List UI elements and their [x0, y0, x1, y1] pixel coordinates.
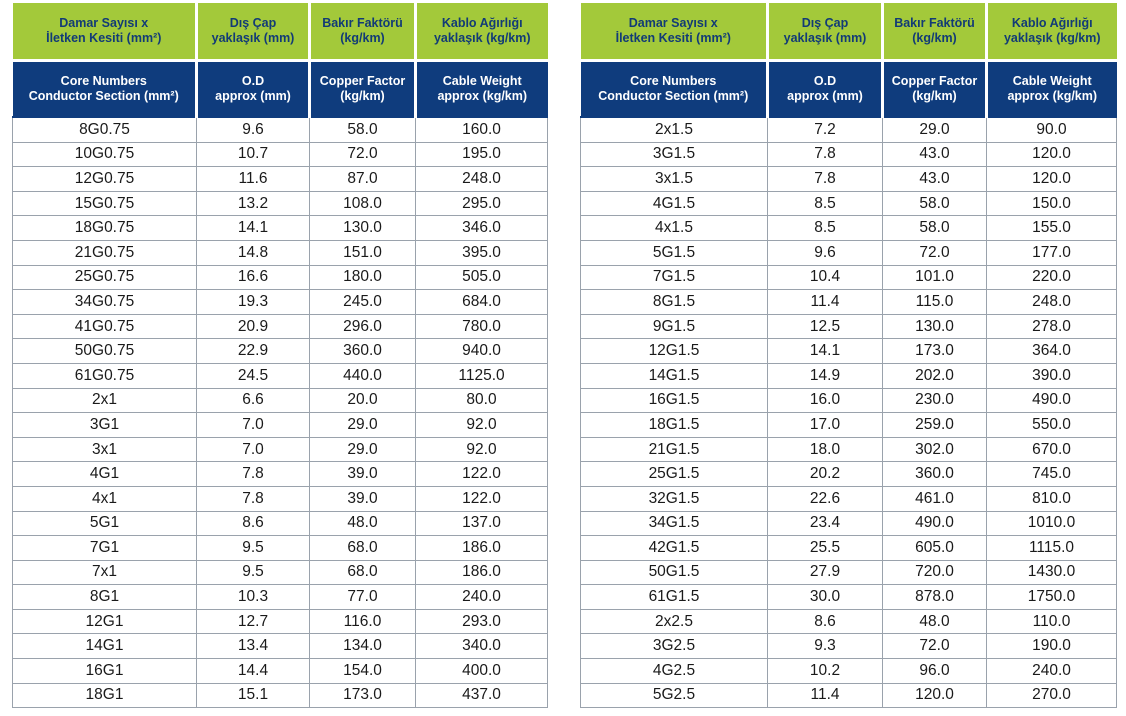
- cable-table-right: [580, 3, 1117, 708]
- cell-copper-factor: 58.0: [883, 216, 987, 241]
- cell-cable-weight: 1125.0: [416, 363, 548, 388]
- table-row: [581, 462, 1117, 487]
- cell-core-section: 15G0.75: [13, 191, 197, 216]
- cell-outer-diameter: 7.8: [197, 486, 310, 511]
- table-row: [13, 142, 548, 167]
- cell-outer-diameter: 7.8: [768, 142, 883, 167]
- cell-core-section: 42G1.5: [581, 536, 768, 561]
- cell-copper-factor: 77.0: [310, 585, 416, 610]
- cell-core-section: 18G0.75: [13, 216, 197, 241]
- cell-copper-factor: 173.0: [883, 339, 987, 364]
- cell-copper-factor: 48.0: [883, 609, 987, 634]
- table-row: [13, 683, 548, 708]
- cell-outer-diameter: 13.2: [197, 191, 310, 216]
- table-row: [13, 659, 548, 684]
- cell-outer-diameter: 9.6: [197, 117, 310, 142]
- header-en-copper: Copper Factor (kg/km): [883, 61, 987, 118]
- table-row: [581, 117, 1117, 142]
- cell-cable-weight: 395.0: [416, 240, 548, 265]
- cell-outer-diameter: 16.0: [768, 388, 883, 413]
- cell-outer-diameter: 14.8: [197, 240, 310, 265]
- cell-outer-diameter: 10.7: [197, 142, 310, 167]
- cell-core-section: 18G1.5: [581, 413, 768, 438]
- cell-cable-weight: 670.0: [987, 437, 1117, 462]
- cell-core-section: 61G0.75: [13, 363, 197, 388]
- cell-outer-diameter: 8.5: [768, 216, 883, 241]
- table-row: [581, 142, 1117, 167]
- table-row: [13, 314, 548, 339]
- cell-cable-weight: 270.0: [987, 683, 1117, 708]
- cell-copper-factor: 130.0: [310, 216, 416, 241]
- cell-cable-weight: 110.0: [987, 609, 1117, 634]
- cell-cable-weight: 248.0: [416, 167, 548, 192]
- cell-outer-diameter: 30.0: [768, 585, 883, 610]
- cell-copper-factor: 39.0: [310, 486, 416, 511]
- cell-copper-factor: 39.0: [310, 462, 416, 487]
- table-row: [13, 511, 548, 536]
- table-row: [13, 437, 548, 462]
- table-row: [581, 536, 1117, 561]
- cell-outer-diameter: 23.4: [768, 511, 883, 536]
- cell-outer-diameter: 24.5: [197, 363, 310, 388]
- cell-core-section: 50G0.75: [13, 339, 197, 364]
- cell-cable-weight: 295.0: [416, 191, 548, 216]
- table-row: [581, 339, 1117, 364]
- cell-cable-weight: 120.0: [987, 167, 1117, 192]
- cell-outer-diameter: 12.7: [197, 609, 310, 634]
- table-row: [13, 585, 548, 610]
- header-en-core: Core Numbers Conductor Section (mm²): [581, 61, 768, 118]
- header-en-core: Core Numbers Conductor Section (mm²): [13, 61, 197, 118]
- cell-outer-diameter: 10.4: [768, 265, 883, 290]
- table-row: [13, 486, 548, 511]
- header-row-english: [581, 61, 1117, 118]
- cell-outer-diameter: 9.3: [768, 634, 883, 659]
- cell-copper-factor: 48.0: [310, 511, 416, 536]
- cell-cable-weight: 940.0: [416, 339, 548, 364]
- cell-core-section: 5G1.5: [581, 240, 768, 265]
- cell-core-section: 34G0.75: [13, 290, 197, 315]
- cell-copper-factor: 115.0: [883, 290, 987, 315]
- table-row: [581, 388, 1117, 413]
- cell-copper-factor: 296.0: [310, 314, 416, 339]
- cell-core-section: 3x1.5: [581, 167, 768, 192]
- cell-core-section: 21G1.5: [581, 437, 768, 462]
- cell-core-section: 7x1: [13, 560, 197, 585]
- cell-cable-weight: 240.0: [987, 659, 1117, 684]
- cell-outer-diameter: 7.0: [197, 437, 310, 462]
- cell-outer-diameter: 22.9: [197, 339, 310, 364]
- cell-core-section: 50G1.5: [581, 560, 768, 585]
- cell-copper-factor: 130.0: [883, 314, 987, 339]
- cell-core-section: 12G1: [13, 609, 197, 634]
- cell-cable-weight: 150.0: [987, 191, 1117, 216]
- cell-core-section: 4G2.5: [581, 659, 768, 684]
- cell-cable-weight: 400.0: [416, 659, 548, 684]
- cell-copper-factor: 87.0: [310, 167, 416, 192]
- cell-outer-diameter: 10.2: [768, 659, 883, 684]
- header-row-english: [13, 61, 548, 118]
- cell-cable-weight: 190.0: [987, 634, 1117, 659]
- cell-outer-diameter: 20.2: [768, 462, 883, 487]
- cell-copper-factor: 43.0: [883, 167, 987, 192]
- cell-copper-factor: 490.0: [883, 511, 987, 536]
- cell-outer-diameter: 8.6: [197, 511, 310, 536]
- cell-cable-weight: 390.0: [987, 363, 1117, 388]
- cell-core-section: 7G1: [13, 536, 197, 561]
- cell-core-section: 12G0.75: [13, 167, 197, 192]
- cell-copper-factor: 108.0: [310, 191, 416, 216]
- cell-outer-diameter: 19.3: [197, 290, 310, 315]
- cell-cable-weight: 160.0: [416, 117, 548, 142]
- cell-outer-diameter: 9.6: [768, 240, 883, 265]
- cell-outer-diameter: 22.6: [768, 486, 883, 511]
- cable-table-left: [12, 3, 548, 708]
- cell-copper-factor: 43.0: [883, 142, 987, 167]
- table-row: [581, 511, 1117, 536]
- cell-outer-diameter: 14.4: [197, 659, 310, 684]
- cell-copper-factor: 68.0: [310, 536, 416, 561]
- cell-cable-weight: 346.0: [416, 216, 548, 241]
- cell-core-section: 14G1.5: [581, 363, 768, 388]
- header-row-turkish: [581, 3, 1117, 61]
- header-tr-od: Dış Çap yaklaşık (mm): [197, 3, 310, 61]
- cell-cable-weight: 780.0: [416, 314, 548, 339]
- header-tr-weight: Kablo Ağırlığı yaklaşık (kg/km): [987, 3, 1117, 61]
- cell-cable-weight: 92.0: [416, 437, 548, 462]
- cell-cable-weight: 240.0: [416, 585, 548, 610]
- cell-copper-factor: 58.0: [310, 117, 416, 142]
- cell-copper-factor: 96.0: [883, 659, 987, 684]
- cell-core-section: 12G1.5: [581, 339, 768, 364]
- header-tr-weight: Kablo Ağırlığı yaklaşık (kg/km): [416, 3, 548, 61]
- cell-cable-weight: 745.0: [987, 462, 1117, 487]
- table-row: [581, 265, 1117, 290]
- header-tr-core: Damar Sayısı x İletken Kesiti (mm²): [13, 3, 197, 61]
- cell-copper-factor: 120.0: [883, 683, 987, 708]
- cell-outer-diameter: 10.3: [197, 585, 310, 610]
- cell-copper-factor: 154.0: [310, 659, 416, 684]
- header-tr-core: Damar Sayısı x İletken Kesiti (mm²): [581, 3, 768, 61]
- cell-copper-factor: 72.0: [310, 142, 416, 167]
- header-en-od: O.D approx (mm): [197, 61, 310, 118]
- table-row: [581, 290, 1117, 315]
- cell-copper-factor: 151.0: [310, 240, 416, 265]
- cell-core-section: 5G1: [13, 511, 197, 536]
- cell-core-section: 9G1.5: [581, 314, 768, 339]
- cell-cable-weight: 550.0: [987, 413, 1117, 438]
- cell-cable-weight: 1010.0: [987, 511, 1117, 536]
- cell-core-section: 8G1: [13, 585, 197, 610]
- cell-outer-diameter: 7.0: [197, 413, 310, 438]
- cell-cable-weight: 155.0: [987, 216, 1117, 241]
- cell-core-section: 7G1.5: [581, 265, 768, 290]
- cell-outer-diameter: 13.4: [197, 634, 310, 659]
- table-row: [13, 339, 548, 364]
- cell-copper-factor: 101.0: [883, 265, 987, 290]
- cell-copper-factor: 72.0: [883, 634, 987, 659]
- header-en-weight: Cable Weight approx (kg/km): [416, 61, 548, 118]
- cell-outer-diameter: 9.5: [197, 560, 310, 585]
- cell-outer-diameter: 20.9: [197, 314, 310, 339]
- table-row: [581, 609, 1117, 634]
- cell-outer-diameter: 15.1: [197, 683, 310, 708]
- cell-core-section: 3G1.5: [581, 142, 768, 167]
- cell-core-section: 25G1.5: [581, 462, 768, 487]
- cell-copper-factor: 302.0: [883, 437, 987, 462]
- cell-core-section: 32G1.5: [581, 486, 768, 511]
- cell-cable-weight: 1115.0: [987, 536, 1117, 561]
- cell-core-section: 8G1.5: [581, 290, 768, 315]
- cell-core-section: 10G0.75: [13, 142, 197, 167]
- cell-cable-weight: 340.0: [416, 634, 548, 659]
- cell-copper-factor: 180.0: [310, 265, 416, 290]
- cell-outer-diameter: 8.5: [768, 191, 883, 216]
- table-row: [13, 117, 548, 142]
- table-row: [13, 413, 548, 438]
- cell-cable-weight: 122.0: [416, 486, 548, 511]
- cell-copper-factor: 68.0: [310, 560, 416, 585]
- table-row: [13, 265, 548, 290]
- cell-copper-factor: 245.0: [310, 290, 416, 315]
- cell-outer-diameter: 11.4: [768, 290, 883, 315]
- table-row: [13, 290, 548, 315]
- cell-copper-factor: 116.0: [310, 609, 416, 634]
- table-row: [13, 388, 548, 413]
- cell-core-section: 41G0.75: [13, 314, 197, 339]
- cell-cable-weight: 1430.0: [987, 560, 1117, 585]
- table-row: [13, 609, 548, 634]
- cell-core-section: 18G1: [13, 683, 197, 708]
- cell-cable-weight: 248.0: [987, 290, 1117, 315]
- cell-copper-factor: 72.0: [883, 240, 987, 265]
- cell-copper-factor: 360.0: [310, 339, 416, 364]
- header-en-weight: Cable Weight approx (kg/km): [987, 61, 1117, 118]
- cell-cable-weight: 490.0: [987, 388, 1117, 413]
- table-row: [13, 191, 548, 216]
- cell-core-section: 2x1.5: [581, 117, 768, 142]
- table-row: [581, 486, 1117, 511]
- cell-cable-weight: 505.0: [416, 265, 548, 290]
- cell-outer-diameter: 11.6: [197, 167, 310, 192]
- table-row: [581, 167, 1117, 192]
- cell-cable-weight: 278.0: [987, 314, 1117, 339]
- cell-outer-diameter: 14.1: [768, 339, 883, 364]
- cell-outer-diameter: 9.5: [197, 536, 310, 561]
- header-en-od: O.D approx (mm): [768, 61, 883, 118]
- cell-copper-factor: 58.0: [883, 191, 987, 216]
- cell-outer-diameter: 25.5: [768, 536, 883, 561]
- cell-cable-weight: 293.0: [416, 609, 548, 634]
- cell-cable-weight: 122.0: [416, 462, 548, 487]
- header-tr-copper: Bakır Faktörü (kg/km): [310, 3, 416, 61]
- cell-core-section: 3G1: [13, 413, 197, 438]
- table-row: [581, 216, 1117, 241]
- cell-copper-factor: 230.0: [883, 388, 987, 413]
- cell-outer-diameter: 16.6: [197, 265, 310, 290]
- cell-outer-diameter: 14.1: [197, 216, 310, 241]
- table-row: [13, 560, 548, 585]
- cell-cable-weight: 137.0: [416, 511, 548, 536]
- table-row: [13, 462, 548, 487]
- cell-cable-weight: 810.0: [987, 486, 1117, 511]
- table-row: [581, 413, 1117, 438]
- cell-cable-weight: 90.0: [987, 117, 1117, 142]
- cell-cable-weight: 437.0: [416, 683, 548, 708]
- cell-core-section: 16G1.5: [581, 388, 768, 413]
- cell-outer-diameter: 8.6: [768, 609, 883, 634]
- cell-core-section: 2x2.5: [581, 609, 768, 634]
- cell-core-section: 61G1.5: [581, 585, 768, 610]
- cell-copper-factor: 360.0: [883, 462, 987, 487]
- cell-core-section: 25G0.75: [13, 265, 197, 290]
- cell-outer-diameter: 27.9: [768, 560, 883, 585]
- cell-outer-diameter: 11.4: [768, 683, 883, 708]
- cell-copper-factor: 134.0: [310, 634, 416, 659]
- cell-outer-diameter: 17.0: [768, 413, 883, 438]
- cell-cable-weight: 92.0: [416, 413, 548, 438]
- cell-core-section: 16G1: [13, 659, 197, 684]
- cell-copper-factor: 202.0: [883, 363, 987, 388]
- cell-copper-factor: 29.0: [883, 117, 987, 142]
- table-row: [13, 536, 548, 561]
- table-row: [581, 240, 1117, 265]
- cell-cable-weight: 364.0: [987, 339, 1117, 364]
- cell-cable-weight: 195.0: [416, 142, 548, 167]
- cell-core-section: 4G1.5: [581, 191, 768, 216]
- cell-copper-factor: 259.0: [883, 413, 987, 438]
- cell-outer-diameter: 18.0: [768, 437, 883, 462]
- cell-core-section: 5G2.5: [581, 683, 768, 708]
- table-row: [581, 585, 1117, 610]
- cell-core-section: 3x1: [13, 437, 197, 462]
- header-en-copper: Copper Factor (kg/km): [310, 61, 416, 118]
- table-row: [13, 240, 548, 265]
- table-row: [581, 659, 1117, 684]
- cell-core-section: 14G1: [13, 634, 197, 659]
- cell-cable-weight: 80.0: [416, 388, 548, 413]
- cell-cable-weight: 684.0: [416, 290, 548, 315]
- cell-cable-weight: 186.0: [416, 536, 548, 561]
- cell-copper-factor: 20.0: [310, 388, 416, 413]
- table-row: [581, 363, 1117, 388]
- cell-outer-diameter: 7.2: [768, 117, 883, 142]
- header-tr-copper: Bakır Faktörü (kg/km): [883, 3, 987, 61]
- table-row: [581, 437, 1117, 462]
- table-row: [581, 560, 1117, 585]
- cell-core-section: 34G1.5: [581, 511, 768, 536]
- cell-copper-factor: 605.0: [883, 536, 987, 561]
- cell-copper-factor: 29.0: [310, 413, 416, 438]
- cell-cable-weight: 186.0: [416, 560, 548, 585]
- table-row: [581, 634, 1117, 659]
- cell-core-section: 21G0.75: [13, 240, 197, 265]
- cell-copper-factor: 461.0: [883, 486, 987, 511]
- cell-cable-weight: 220.0: [987, 265, 1117, 290]
- cell-copper-factor: 878.0: [883, 585, 987, 610]
- table-row: [13, 363, 548, 388]
- cell-outer-diameter: 7.8: [768, 167, 883, 192]
- cell-core-section: 3G2.5: [581, 634, 768, 659]
- cell-outer-diameter: 12.5: [768, 314, 883, 339]
- cell-copper-factor: 720.0: [883, 560, 987, 585]
- cell-core-section: 8G0.75: [13, 117, 197, 142]
- cell-core-section: 4x1.5: [581, 216, 768, 241]
- cell-cable-weight: 177.0: [987, 240, 1117, 265]
- cell-cable-weight: 1750.0: [987, 585, 1117, 610]
- header-row-turkish: [13, 3, 548, 61]
- cell-core-section: 4G1: [13, 462, 197, 487]
- cell-copper-factor: 440.0: [310, 363, 416, 388]
- cell-outer-diameter: 6.6: [197, 388, 310, 413]
- cell-outer-diameter: 14.9: [768, 363, 883, 388]
- table-row: [13, 216, 548, 241]
- table-row: [581, 191, 1117, 216]
- table-row: [13, 167, 548, 192]
- header-tr-od: Dış Çap yaklaşık (mm): [768, 3, 883, 61]
- cell-copper-factor: 173.0: [310, 683, 416, 708]
- table-row: [581, 314, 1117, 339]
- cell-core-section: 2x1: [13, 388, 197, 413]
- cell-core-section: 4x1: [13, 486, 197, 511]
- cell-copper-factor: 29.0: [310, 437, 416, 462]
- table-row: [13, 634, 548, 659]
- table-row: [581, 683, 1117, 708]
- cell-cable-weight: 120.0: [987, 142, 1117, 167]
- cell-outer-diameter: 7.8: [197, 462, 310, 487]
